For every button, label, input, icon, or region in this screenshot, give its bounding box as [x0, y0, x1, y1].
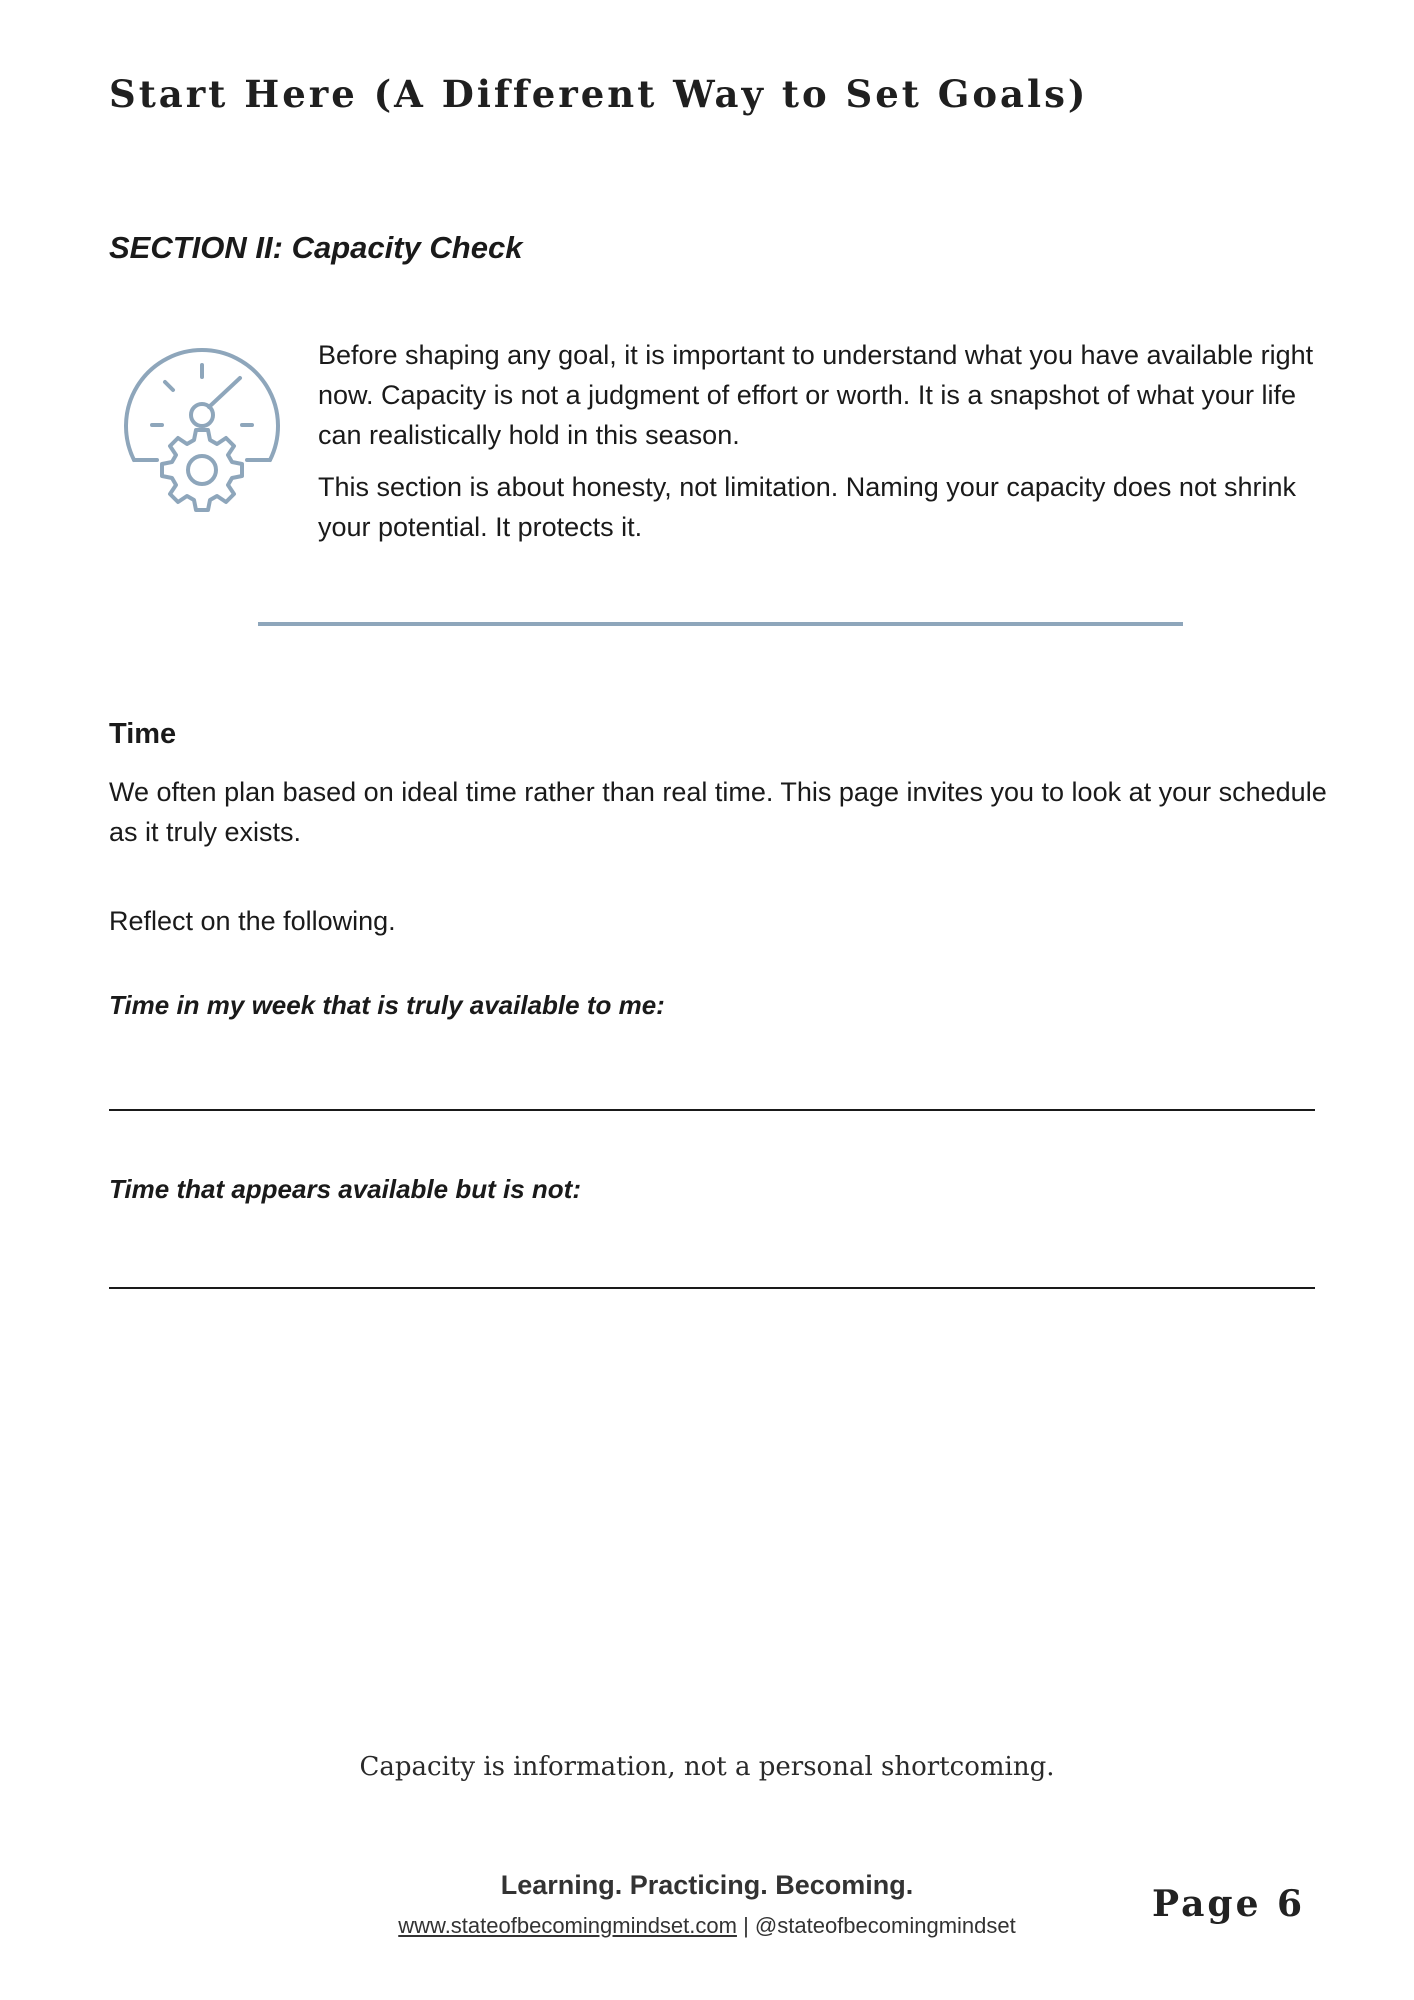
document-title: Start Here (A Different Way to Set Goals) — [109, 72, 1089, 116]
answer-line-available-time[interactable] — [109, 1109, 1315, 1111]
section-title: SECTION II: Capacity Check — [109, 230, 523, 265]
time-description: We often plan based on ideal time rather than real time. This page invites you to look at your schedule as it truly exists. — [109, 777, 1327, 847]
prompt-unavailable-time: Time that appears available but is not: — [109, 1174, 581, 1204]
reflect-instruction: Reflect on the following. — [109, 906, 396, 936]
section-intro — [318, 335, 1318, 559]
section-divider — [258, 622, 1183, 626]
intro-paragraph: Before shaping any goal, it is important to understand what you have available right now. Capacity is not a judgment of effort or worth. It is a snapshot of what your life can realistically hold in this season. — [318, 340, 1314, 450]
website-link[interactable]: www.stateofbecomingmindset.com — [398, 1913, 737, 1938]
answer-line-unavailable-time[interactable] — [109, 1287, 1315, 1289]
gauge-gear-icon — [122, 335, 282, 515]
page-number: Page 6 — [1152, 1883, 1306, 1925]
time-heading: Time — [109, 718, 177, 750]
prompt-available-time: Time in my week that is truly available to me: — [109, 990, 665, 1020]
intro-paragraph: This section is about honesty, not limitation. Naming your capacity does not shrink your potential. It protects it. — [318, 472, 1296, 542]
footer-tagline: Learning. Practicing. Becoming. — [500, 1870, 914, 1900]
footer-quote: Capacity is information, not a personal shortcoming. — [359, 1752, 1055, 1782]
social-handle: @stateofbecomingmindset — [754, 1913, 1016, 1938]
contact-separator: | — [743, 1913, 749, 1938]
